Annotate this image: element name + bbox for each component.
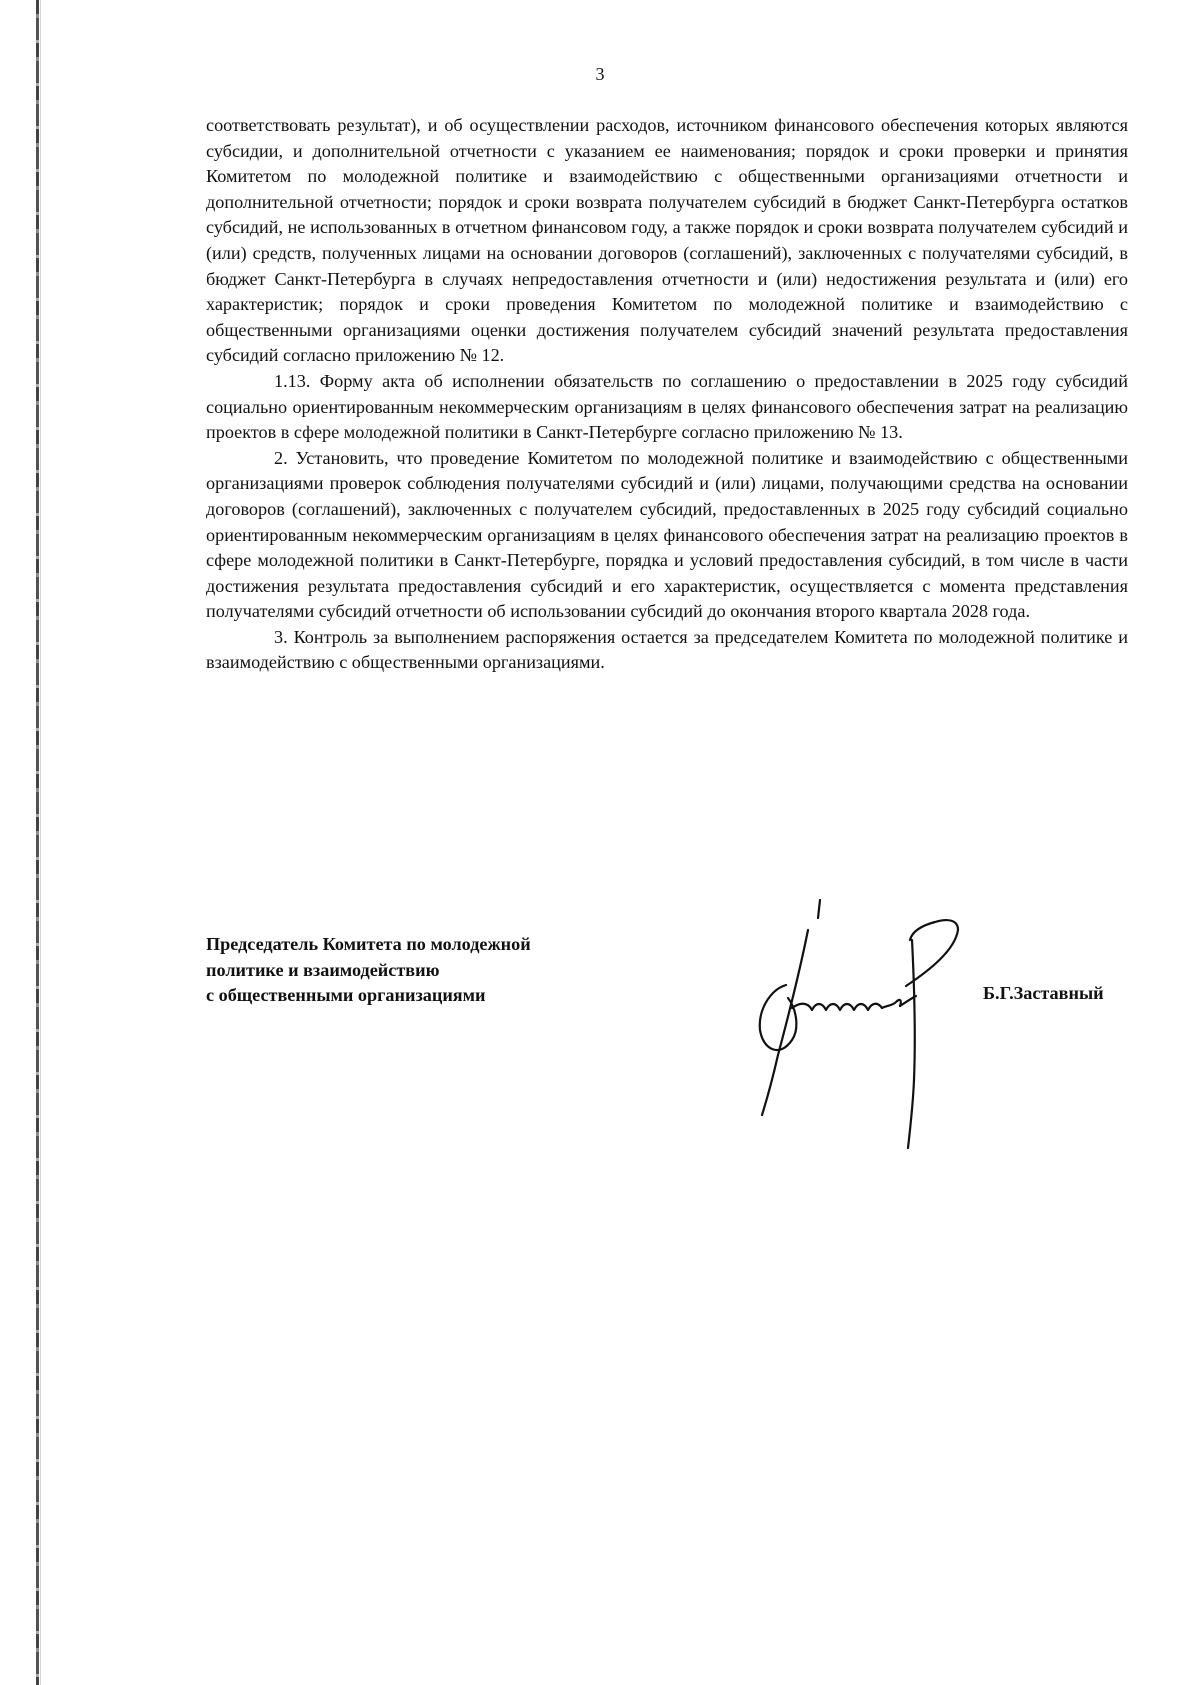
signatory-title-line: с общественными организациями (206, 985, 486, 1006)
scan-edge-line (40, 0, 41, 1685)
paragraph-1-13: 1.13. Форму акта об исполнении обязательств по соглашению о предоставлении в 2025 году субсидий социально ориентированным некоммерческим организациям в целях финансового обеспечения затрат на реализацию проектов в сфере молодежной политики в Санкт-Петербурге согласно приложению № 13. (206, 370, 1128, 443)
handwritten-signature (730, 890, 960, 1150)
signatory-title-line: Председатель Комитета по молодежной (206, 934, 531, 954)
signatory-title-line: политике и взаимодействию (206, 959, 440, 980)
paragraph-2: 2. Установить, что проведение Комитетом по молодежной политике и взаимодействию с общественными организациями проверок соблюдения получателями субсидий и (или) лицами, получающими средства на основании договоров (соглашений), заключенных с получателем субсидий, предоставленных в 2025 году субсидий социально ориентированным некоммерческим организациям в целях финансового обеспечения затрат на реализацию проектов в сфере молодежной политики в Санкт-Петербурге, порядка и условий предоставления субсидий, в том числе в части достижения результата предоставления субсидий и его характеристик, осуществляется с момента представления получателями субсидий отчетности об использовании субсидий до окончания второго квартала 2028 года. (206, 447, 1128, 622)
page-number: 3 (595, 64, 605, 84)
signatory-title (206, 932, 531, 1009)
paragraph-continuation: соответствовать результат), и об осуществлении расходов, источником финансового обеспечения которых являются субсидии, и дополнительной отчетности с указанием ее наименования; порядок и сроки проверки и принятия Комитетом по молодежной политике и взаимодействию с общественными организациями отчетности и дополнительной отчетности; порядок и сроки возврата получателем субсидий в бюджет Санкт-Петербурга остатков субсидий, не использованных в отчетном финансовом году, а также порядок и сроки возврата получателем субсидий и (или) средств, полученных лицами на основании договоров (соглашений), заключенных с получателями субсидий, в бюджет Санкт-Петербурга в случаях непредоставления отчетности и (или) недостижения результата и (или) его характеристик; порядок и сроки проведения Комитетом по молодежной политике и взаимодействию с общественными организациями оценки достижения получателем субсидий значений результата предоставления субсидий согласно приложению № 12. (206, 115, 1128, 366)
paragraph-3: 3. Контроль за выполнением распоряжения остается за председателем Комитета по молодежной политике и взаимодействию с общественными организациями. (206, 626, 1128, 673)
signer-name: Б.Г.Заставный (983, 983, 1104, 1003)
scan-edge-mark (36, 0, 39, 1685)
document-body (206, 113, 1128, 676)
